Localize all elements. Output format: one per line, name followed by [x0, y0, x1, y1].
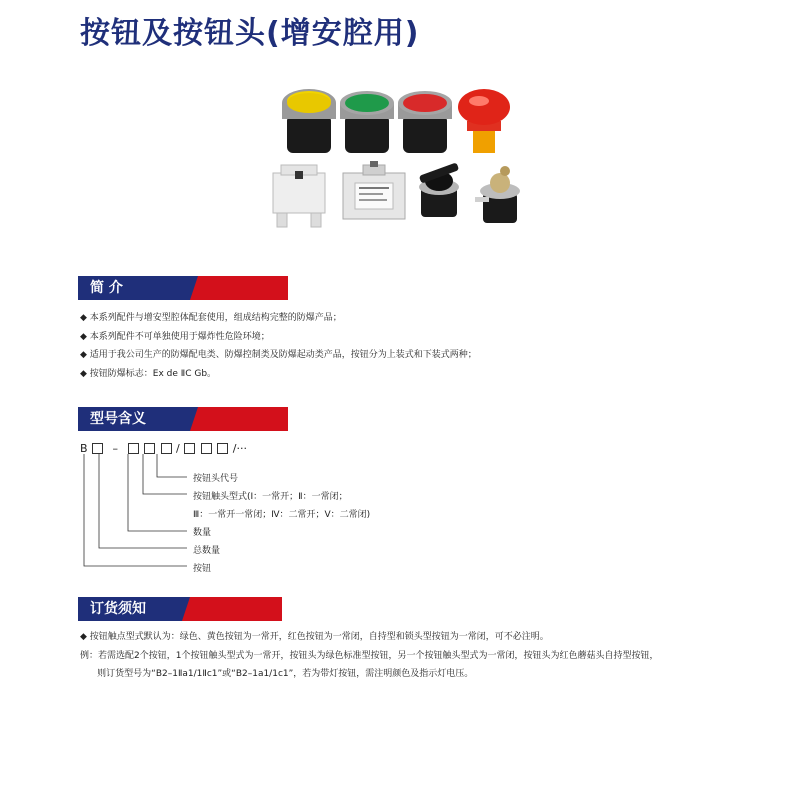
label-quantity: 数量 — [193, 528, 212, 538]
order-notes — [80, 628, 658, 684]
intro-bullet-1: ◆ 本系列配件与增安型腔体配套使用，组成结构完整的防爆产品； — [80, 313, 342, 323]
label-contact-type-cont: Ⅲ：一常开一常闭；Ⅳ：二常开；Ⅴ：二常闭) — [193, 510, 371, 520]
model-dash: – — [112, 441, 119, 455]
intro-bullet-3: ◆ 适用于我公司生产的防爆配电类、防爆控制类及防爆起动类产品，按钮分为上装式和下装式两种； — [80, 350, 477, 360]
model-prefix: B — [80, 441, 88, 455]
label-total-quantity: 总数量 — [193, 546, 221, 556]
label-head-code: 按钮头代号 — [193, 474, 239, 484]
model-sep-more: /··· — [232, 441, 247, 455]
model-sep: / — [176, 441, 180, 455]
intro-bullet-2: ◆ 本系列配件不可单独使用于爆炸性危险环境； — [80, 331, 270, 342]
page-title: 按钮及按钮头(增安腔用) — [80, 16, 420, 51]
section-header-order — [78, 597, 282, 621]
section-title-model: 型号含义 — [78, 407, 198, 431]
order-line-3: 则订货型号为“B2–1Ⅱa1/1Ⅱc1”或“B2–1a1/1c1”，若为带灯按钮，需注明颜色及指示灯电压。 — [80, 669, 474, 679]
label-button: 按钮 — [193, 564, 212, 574]
intro-bullet-4: ◆ 按钮防爆标志：Ex de ⅡC Gb。 — [80, 368, 217, 379]
order-line-2: 例：若需选配2个按钮，1个按钮触头型式为一常开，按钮头为绿色标准型按钮，另一个按钮触头型式为一常闭，按钮头为红色蘑菇头自持型按钮， — [80, 650, 659, 661]
label-contact-type: 按钮触头型式(Ⅰ：一常开；Ⅱ：一常闭； — [193, 492, 348, 502]
order-line-1: ◆ 按钮触点型式默认为：绿色、黄色按钮为一常开，红色按钮为一常闭，自持型和锁头型按钮为一常闭，可不必注明。 — [80, 632, 549, 642]
section-title-order: 订货须知 — [78, 597, 190, 621]
section-title-intro: 简 介 — [78, 276, 198, 300]
section-header-accent — [182, 597, 282, 621]
